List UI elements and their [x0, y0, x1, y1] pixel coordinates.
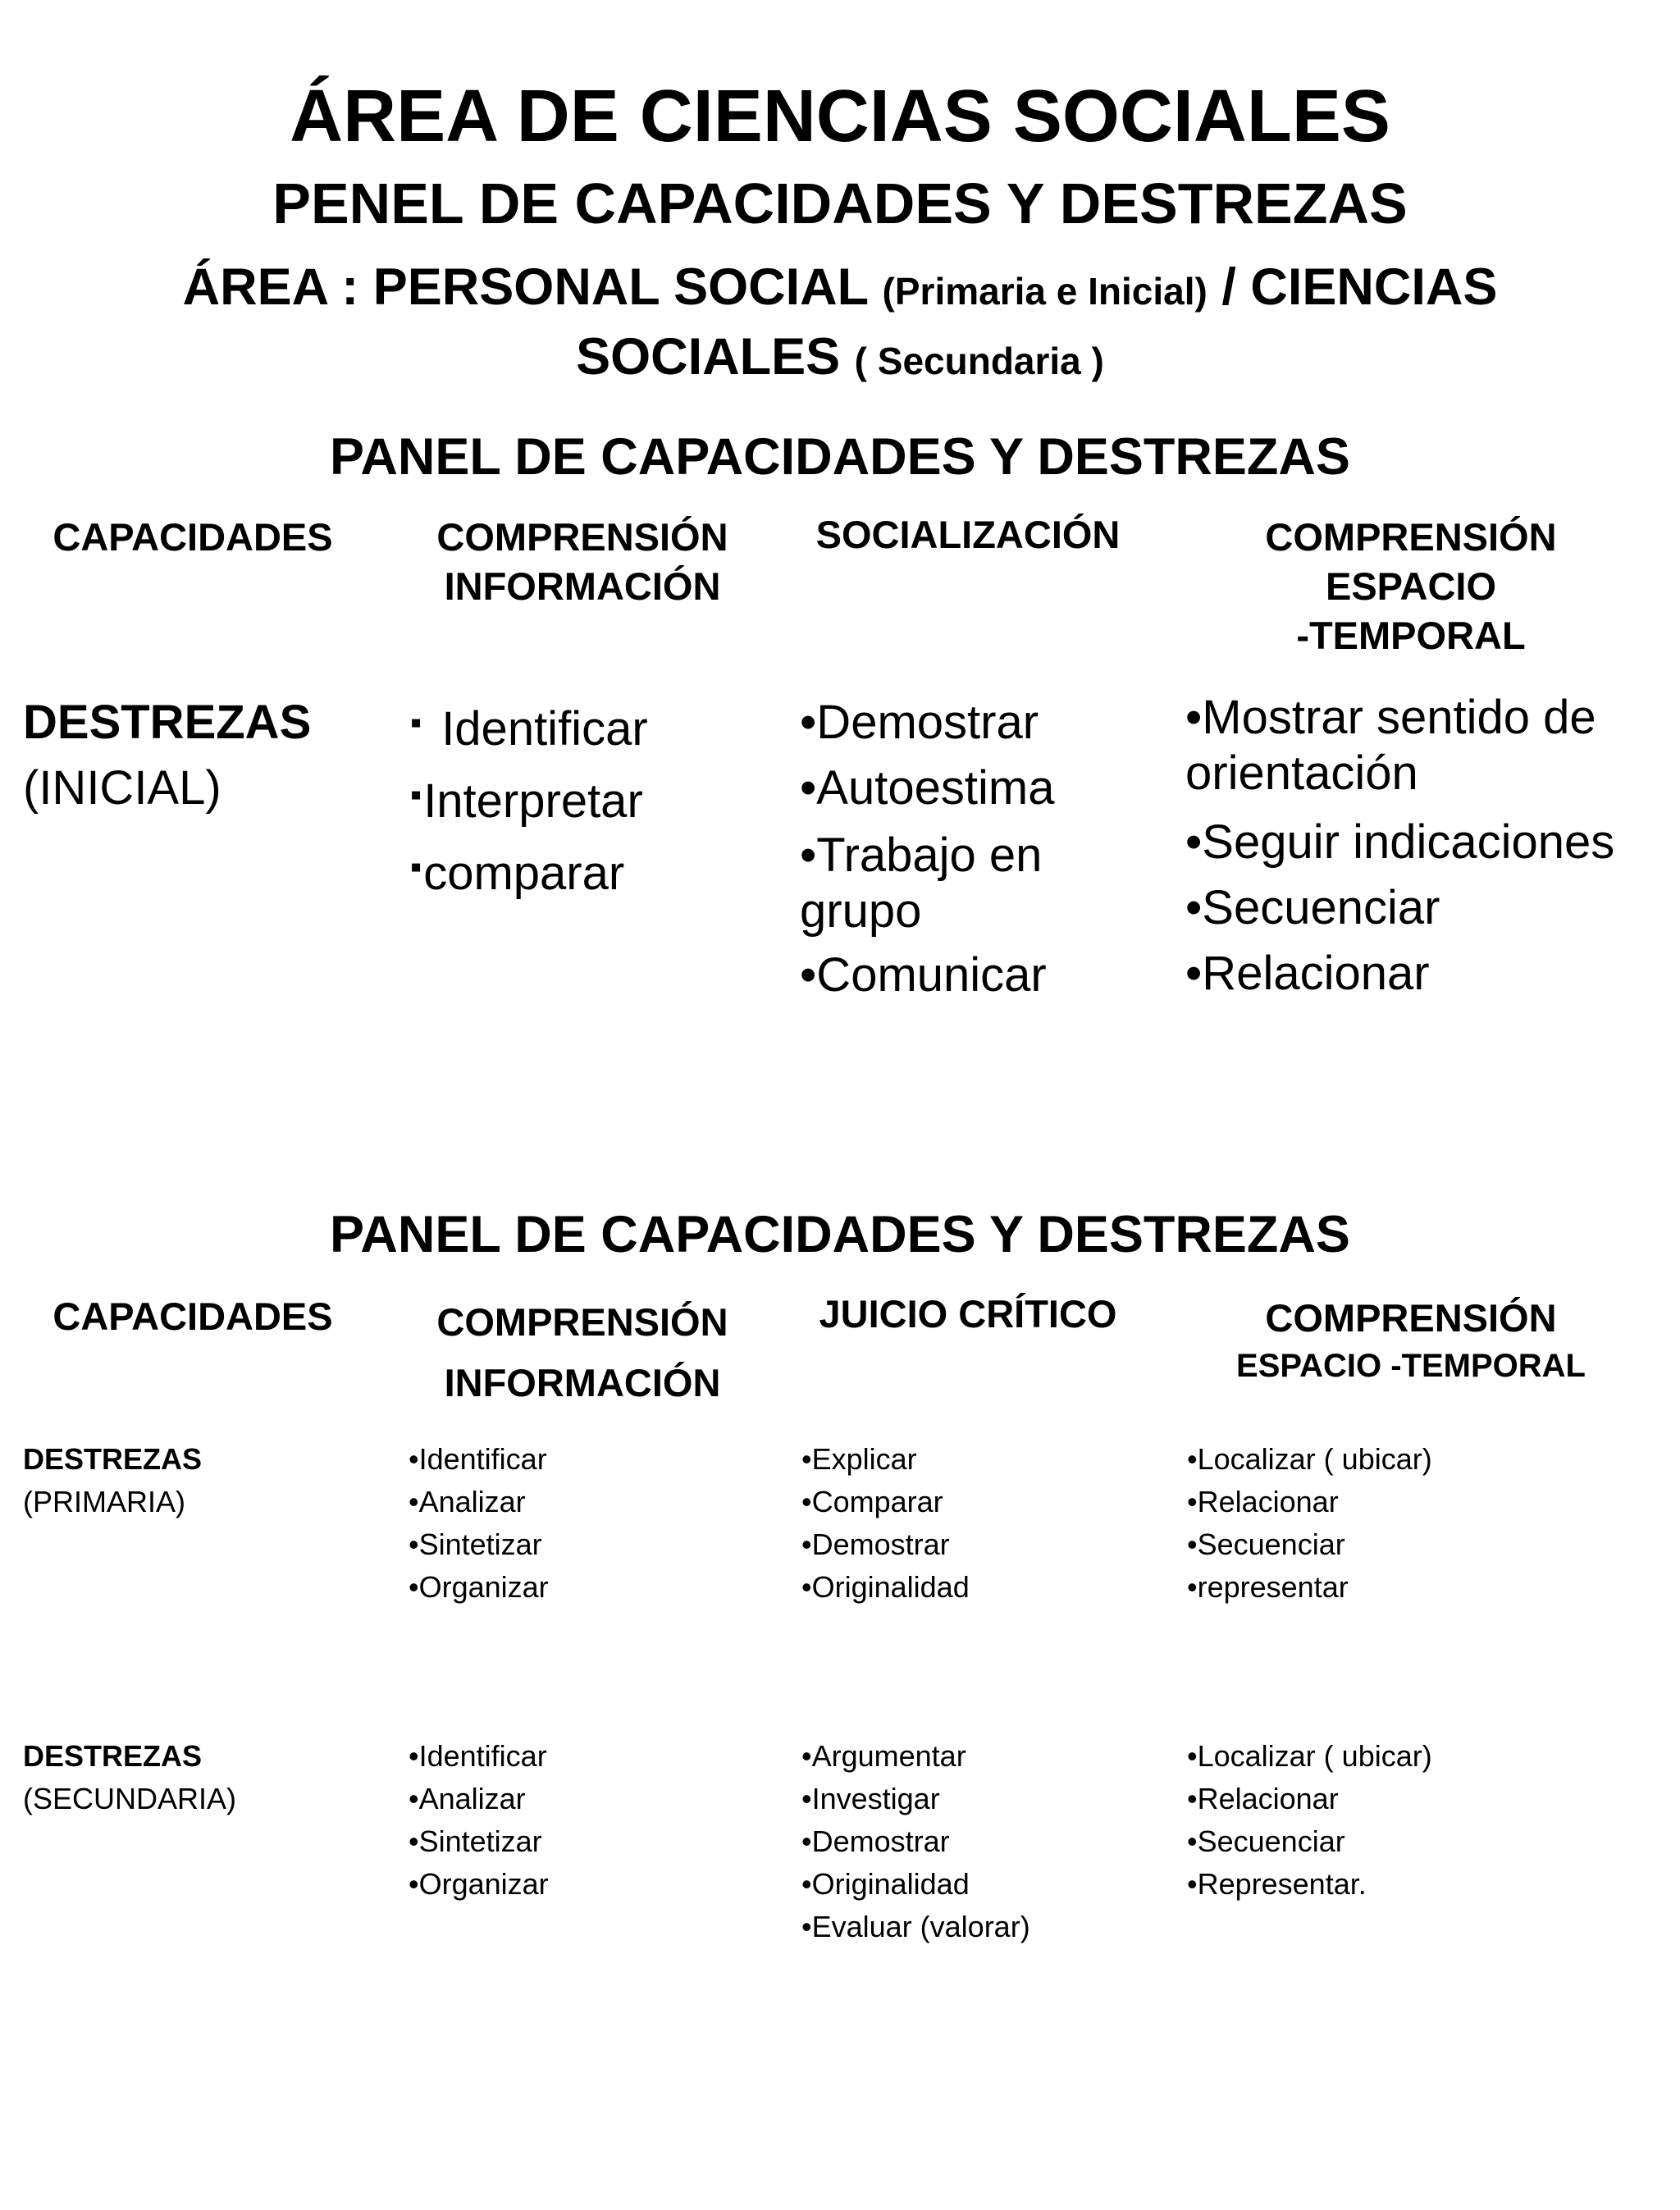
area-mid: / CIENCIAS [1221, 258, 1498, 316]
list-item: ▪ Identificar [410, 702, 648, 756]
header-line: COMPRENSIÓN [436, 515, 728, 559]
list-item: ▪Interpretar [410, 774, 643, 828]
panel1-header-socializacion [796, 510, 1140, 559]
list-item: •Originalidad [801, 1570, 970, 1604]
panel2-secundaria-list-espacio-temporal [1187, 1735, 1432, 1906]
list-item: •Representar. [1187, 1867, 1367, 1901]
list-item: •Investigar [801, 1782, 940, 1815]
list-item: •Trabajo en [800, 829, 1043, 882]
header-line: INFORMACIÓN [444, 564, 721, 608]
list-item: •Evaluar (valorar) [801, 1910, 1030, 1943]
list-item: •Sintetizar [409, 1527, 542, 1561]
panel1-row-label [23, 690, 311, 821]
list-item: •Demostrar [801, 1527, 950, 1561]
list-item: •Secuenciar [1187, 1527, 1345, 1561]
list-item: •Organizar [409, 1867, 549, 1901]
list-item: •Comunicar [800, 948, 1047, 1002]
header-line: SOCIALIZACIÓN [815, 513, 1121, 556]
list-item: •Relacionar [1185, 947, 1430, 1000]
area-note-primaria: (Primaria e Inicial) [882, 270, 1208, 313]
panel2-secundaria-list-juicio-critico [801, 1735, 1030, 1948]
panel1-header-capacidades: CAPACIDADES [52, 515, 333, 559]
panel2-header-capacidades: CAPACIDADES [52, 1294, 333, 1338]
list-item: •Comparar [801, 1485, 943, 1518]
list-item: •Autoestima [800, 761, 1055, 815]
panel1-header-comprension-espacio-temporal [1198, 513, 1624, 660]
list-item: •Mostrar sentido de [1185, 691, 1596, 744]
list-item: •representar [1187, 1570, 1349, 1604]
page-subtitle: PENEL DE CAPACIDADES Y DESTREZAS [272, 171, 1408, 235]
panel2-title: PANEL DE CAPACIDADES Y DESTREZAS [330, 1206, 1350, 1263]
panel2-primaria-list-espacio-temporal [1187, 1438, 1432, 1609]
panel2-header-comprension-espacio-temporal [1198, 1292, 1624, 1387]
square-bullet-icon: ▪ [410, 849, 422, 885]
panel2-header-juicio-critico [796, 1290, 1140, 1339]
panel1-list-espacio-temporal [1185, 690, 1614, 1007]
panel2-row-secundaria-label [23, 1735, 236, 1820]
list-item: •Analizar [409, 1782, 526, 1815]
list-item: •Localizar ( ubicar) [1187, 1739, 1432, 1773]
list-item: •Demostrar [801, 1824, 950, 1858]
list-item: •Originalidad [801, 1867, 970, 1901]
list-item: •Secuenciar [1185, 881, 1440, 934]
level-label: (INICIAL) [23, 761, 221, 815]
area-line [0, 254, 1680, 394]
list-item: •Secuenciar [1187, 1824, 1345, 1858]
panel2-row-primaria-label [23, 1438, 202, 1523]
destrezas-label: DESTREZAS [23, 1442, 203, 1476]
panel1-header-comprension-informacion [402, 513, 763, 611]
panel1-list-socializacion [800, 690, 1054, 1008]
list-item: •Analizar [409, 1485, 526, 1518]
list-item: •Demostrar [800, 696, 1039, 749]
level-label: (SECUNDARIA) [23, 1782, 237, 1815]
square-bullet-icon: ▪ [410, 777, 422, 813]
list-item: ▪comparar [410, 847, 625, 900]
list-item-continuation: grupo [800, 884, 922, 938]
list-item: •Localizar ( ubicar) [1187, 1442, 1432, 1476]
panel2-primaria-list-juicio-critico [801, 1438, 970, 1609]
panel2-secundaria-list-comprension-informacion [409, 1735, 549, 1906]
list-item: •Identificar [409, 1442, 547, 1476]
list-item: •Identificar [409, 1739, 547, 1773]
header-line: COMPRENSIÓN [436, 1300, 728, 1344]
header-line: ESPACIO [1325, 564, 1497, 608]
area-prefix: ÁREA : PERSONAL SOCIAL [182, 258, 869, 316]
destrezas-label: DESTREZAS [23, 696, 312, 749]
destrezas-label: DESTREZAS [23, 1739, 203, 1773]
panel2-primaria-list-comprension-informacion [409, 1438, 549, 1609]
panel1-title: PANEL DE CAPACIDADES Y DESTREZAS [330, 428, 1350, 486]
header-line: COMPRENSIÓN [1265, 1296, 1557, 1340]
list-item: •Relacionar [1187, 1485, 1339, 1518]
level-label: (PRIMARIA) [23, 1485, 185, 1518]
header-line: ESPACIO -TEMPORAL [1236, 1348, 1586, 1384]
list-item: •Argumentar [801, 1739, 966, 1773]
list-item: •Seguir indicaciones [1185, 815, 1615, 869]
square-bullet-icon: ▪ [410, 705, 422, 741]
list-item: •Organizar [409, 1570, 549, 1604]
list-item: •Explicar [801, 1442, 917, 1476]
panel1-list-comprension-informacion [410, 690, 648, 906]
list-item: •Relacionar [1187, 1782, 1339, 1815]
page-title: ÁREA DE CIENCIAS SOCIALES [290, 75, 1390, 158]
panel2-header-comprension-informacion [402, 1292, 763, 1413]
area-line2: SOCIALES [576, 328, 841, 386]
header-line: COMPRENSIÓN [1265, 515, 1557, 559]
header-line: INFORMACIÓN [444, 1361, 721, 1404]
header-line: -TEMPORAL [1296, 614, 1526, 657]
header-line: JUICIO CRÍTICO [819, 1292, 1117, 1336]
list-item-continuation: orientación [1185, 747, 1418, 800]
list-item: •Sintetizar [409, 1824, 542, 1858]
area-note-secundaria: ( Secundaria ) [854, 340, 1104, 382]
